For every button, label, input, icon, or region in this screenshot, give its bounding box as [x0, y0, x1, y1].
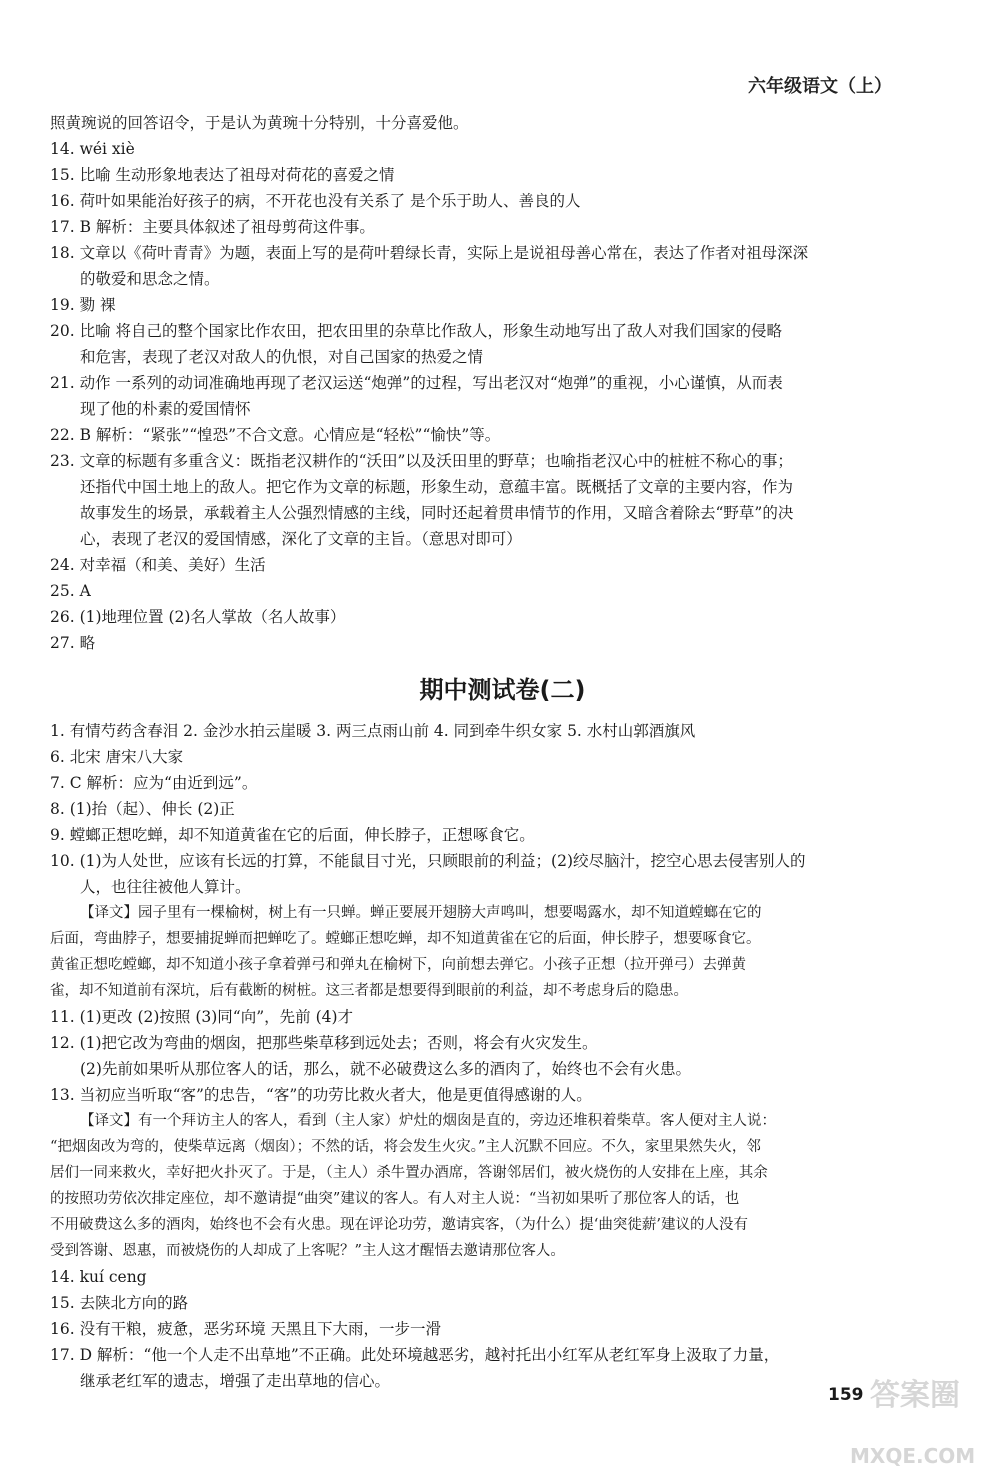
answer-line: 1. 有情芍药含春泪 2. 金沙水拍云崖暖 3. 两三点雨山前 4. 同到牵牛织女家 5. 水村山郭酒旗风	[50, 722, 696, 740]
answer-line: 10. (1)为人处世，应该有长远的打算，不能鼠目寸光，只顾眼前的利益；(2)绞尽脑汁，挖空心思去侵害别人的	[50, 852, 806, 870]
answers-section-b	[50, 718, 955, 900]
answer-line: 照黄琬说的回答诏令，于是认为黄琬十分特别，十分喜爱他。	[50, 114, 469, 132]
answer-line: 心，表现了老汉的爱国情感，深化了文章的主旨。（意思对即可）	[80, 530, 522, 548]
answer-line: 继承老红军的遗志，增强了走出草地的信心。	[80, 1372, 391, 1390]
translation-block	[50, 1108, 955, 1264]
answer-line: 6. 北宋 唐宋八大家	[50, 748, 184, 766]
translation-line: 受到答谢、恩惠，而被烧伤的人却成了上客呢？”主人这才醒悟去邀请那位客人。	[50, 1243, 565, 1259]
answer-line: 21. 动作 一系列的动词准确地再现了老汉运送“炮弹”的过程，写出老汉对“炮弹”的重视，小心谨慎，从而表	[50, 374, 783, 392]
answer-line: 17. B 解析：主要具体叙述了祖母剪荷这件事。	[50, 218, 375, 236]
answer-line: 9. 螳螂正想吃蝉，却不知道黄雀在它的后面，伸长脖子，正想啄食它。	[50, 826, 535, 844]
answer-line: 24. 对幸福（和美、美好）生活	[50, 556, 266, 574]
answer-line: (2)先前如果听从那位客人的话，那么，就不必破费这么多的酒肉了，始终也不会有火患。	[80, 1060, 691, 1078]
translation-line: 居们一同来救火，幸好把火扑灭了。于是，（主人）杀牛置办酒席，答谢邻居们，被火烧伤的人安排在上座，其余	[50, 1165, 768, 1181]
translation-line: “把烟囱改为弯的，使柴草远离（烟囱）；不然的话，将会发生火灾。”主人沉默不回应。不久，家里果然失火，邻	[50, 1139, 761, 1155]
answers-section-d	[50, 1264, 955, 1394]
section-title: 期中测试卷(二)	[419, 676, 586, 704]
answer-line: 18. 文章以《荷叶青青》为题，表面上写的是荷叶碧绿长青，实际上是说祖母善心常在，表达了作者对祖母深深	[50, 244, 809, 262]
translation-line: 后面，弯曲脖子，想要捕捉蝉而把蝉吃了。螳螂正想吃蝉，却不知道黄雀在它的后面，伸长脖子，想要啄食它。	[50, 931, 761, 947]
answer-line: 15. 比喻 生动形象地表达了祖母对荷花的喜爱之情	[50, 166, 395, 184]
answer-line: 7. C 解析：应为“由近到远”。	[50, 774, 258, 792]
answers-section-a	[50, 110, 955, 656]
answer-line: 14. kuí ceng	[50, 1268, 147, 1286]
answer-line: 和危害，表现了老汉对敌人的仇恨，对自己国家的热爱之情	[80, 348, 484, 366]
answer-line: 19. 勠 裸	[50, 296, 116, 314]
answer-line: 的敬爱和思念之情。	[80, 270, 220, 288]
translation-line: 雀，却不知道前有深坑，后有截断的树桩。这三者都是想要得到眼前的利益，却不考虑身后的隐患。	[50, 983, 688, 999]
answers-section-c	[50, 1004, 955, 1108]
answer-line: 27. 略	[50, 634, 96, 652]
answer-line: 16. 没有干粮，疲惫，恶劣环境 天黑且下大雨，一步一滑	[50, 1320, 442, 1338]
answer-line: 现了他的朴素的爱国情怀	[80, 400, 251, 418]
translation-block	[50, 900, 955, 1004]
answer-content	[50, 110, 955, 1394]
answer-line: 人，也往往被他人算计。	[80, 878, 251, 896]
watermark-logo: 答案圈	[870, 1378, 960, 1413]
answer-line: 25. A	[50, 582, 91, 600]
answer-line: 16. 荷叶如果能治好孩子的病，不开花也没有关系了 是个乐于助人、善良的人	[50, 192, 581, 210]
translation-line: 不用破费这么多的酒肉，始终也不会有火患。现在评论功劳，邀请宾客，（为什么）提‘曲突徙薪’建议的人没有	[50, 1217, 748, 1233]
translation-line: 黄雀正想吃螳螂，却不知道小孩子拿着弹弓和弹丸在榆树下，向前想去弹它。小孩子正想（拉开弹弓）去弹黄	[50, 957, 746, 973]
answer-line: 12. (1)把它改为弯曲的烟囱，把那些柴草移到远处去；否则，将会有火灾发生。	[50, 1034, 598, 1052]
answer-line: 20. 比喻 将自己的整个国家比作农田，把农田里的杂草比作敌人，形象生动地写出了敌人对我们国家的侵略	[50, 322, 783, 340]
answer-line: 还指代中国土地上的敌人。把它作为文章的标题，形象生动，意蕴丰富。既概括了文章的主要内容，作为	[80, 478, 794, 496]
answer-line: 故事发生的场景，承载着主人公强烈情感的主线，同时还起着贯串情节的作用，又暗含着除去“野草”的决	[80, 504, 794, 522]
book-header: 六年级语文（上）	[748, 76, 892, 97]
answer-line: 13. 当初应当听取“客”的忠告，“客”的功劳比救火者大，他是更值得感谢的人。	[50, 1086, 592, 1104]
answer-line: 14. wéi xiè	[50, 140, 135, 158]
answer-line: 15. 去陕北方向的路	[50, 1294, 189, 1312]
translation-line: 的按照功劳依次排定座位，却不邀请提“曲突”建议的客人。有人对主人说：“当初如果听了那位客人的话，也	[50, 1191, 740, 1207]
answer-line: 23. 文章的标题有多重含义：既指老汉耕作的“沃田”以及沃田里的野草；也喻指老汉心中的桩桩不称心的事；	[50, 452, 793, 470]
answer-line: 11. (1)更改 (2)按照 (3)同“向”，先前 (4)才	[50, 1008, 354, 1026]
answer-line: 26. (1)地理位置 (2)名人掌故（名人故事）	[50, 608, 346, 626]
translation-line: 【译文】有一个拜访主人的客人，看到（主人家）炉灶的烟囱是直的，旁边还堆积着柴草。客人便对主人说：	[80, 1113, 776, 1129]
answer-line: 8. (1)抬（起）、伸长 (2)正	[50, 800, 235, 818]
page-number: 159	[828, 1385, 864, 1405]
translation-line: 【译文】园子里有一棵榆树，树上有一只蝉。蝉正要展开翅膀大声鸣叫，想要喝露水，却不知道螳螂在它的	[80, 905, 762, 921]
answer-line: 17. D 解析：“他一个人走不出草地”不正确。此处环境越恶劣，越衬托出小红军从老红军身上汲取了力量，	[50, 1346, 780, 1364]
watermark-url: MXQE.COM	[850, 1444, 976, 1468]
answer-line: 22. B 解析：“紧张”“惶恐”不合文意。心情应是“轻松”“愉快”等。	[50, 426, 501, 444]
